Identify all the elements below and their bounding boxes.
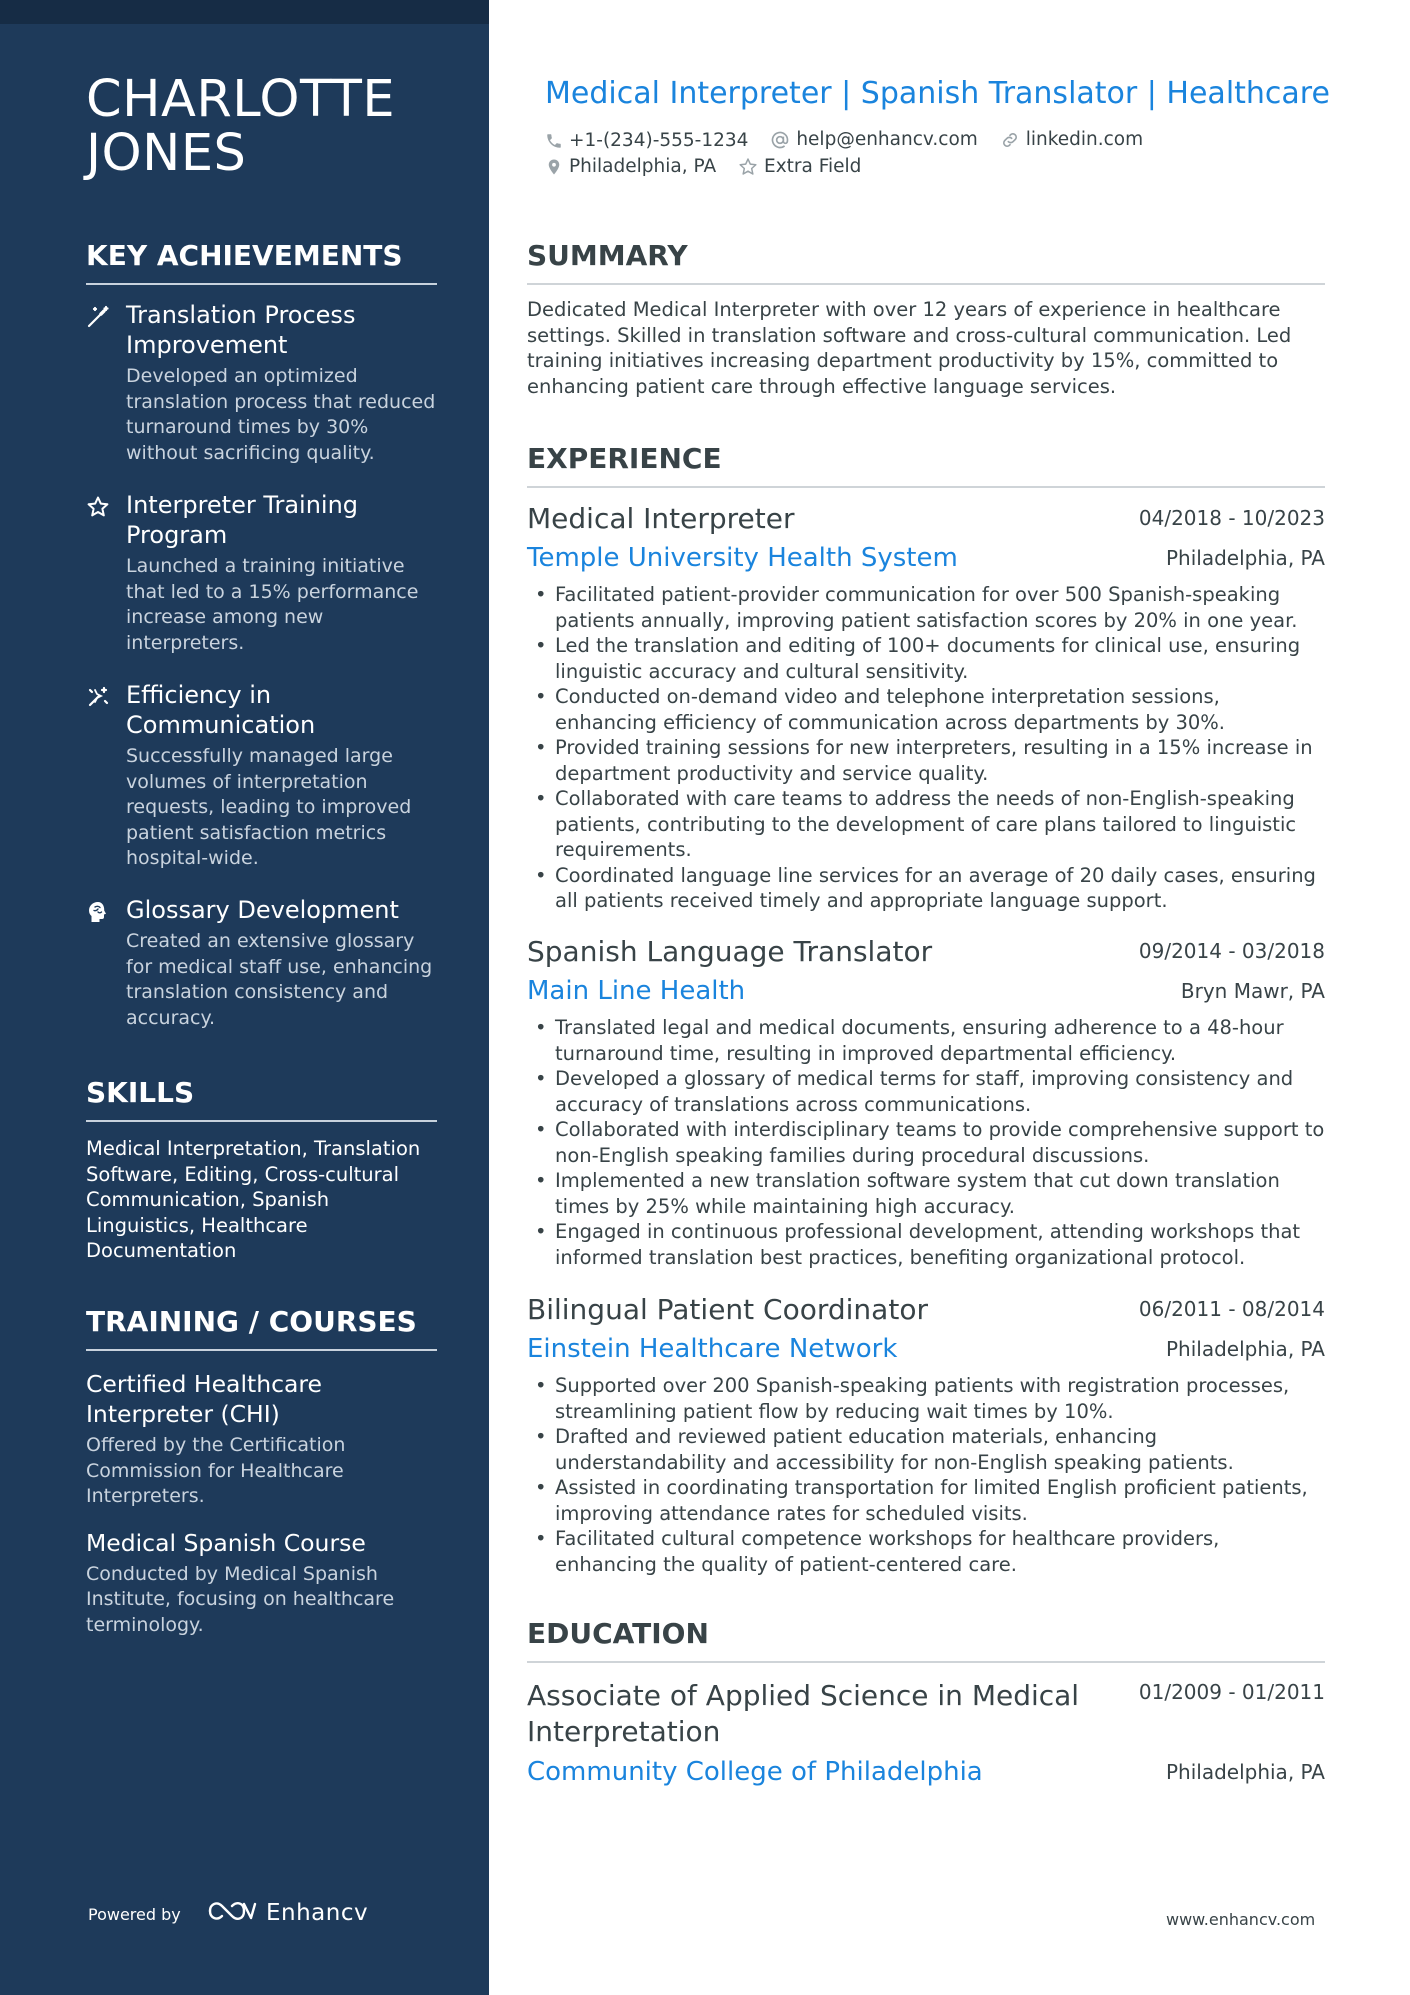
extra-field-text: Extra Field [764,156,862,177]
contact-row-2 [545,155,877,184]
job-bullets [527,1373,1327,1577]
job-entry [527,933,1325,1269]
powered-by-label: Powered by [88,1905,181,1924]
job-company-row [527,973,1325,1013]
list-item: • Assisted in coordinating transportation for limited English proficient patients, improving attendance rates for scheduled visits. [527,1475,1327,1526]
education-section [527,1616,1325,1663]
name-last: JONES [86,124,247,183]
course-desc: Offered by the Certification Commission for Healthcare Interpreters. [86,1434,346,1507]
list-item: • Coordinated language line services for an average of 20 daily cases, ensuring all patients received timely and appropriate language support. [527,863,1327,914]
list-item: • Facilitated cultural competence workshops for healthcare providers, enhancing the quality of patient-centered care. [527,1526,1327,1577]
education-school: Community College of Philadelphia [527,1757,983,1787]
list-item: • Conducted on-demand video and telephone interpretation sessions, enhancing efficiency of communication across departments by 30%. [527,684,1327,735]
achievement-title: Efficiency in Communication [126,681,316,739]
job-role: Bilingual Patient Coordinator [527,1293,928,1326]
course-title: Medical Spanish Course [86,1528,366,1557]
skills-section [86,1075,437,1264]
job-bullets [527,582,1327,914]
brain-head-icon [86,900,110,924]
job-header [527,933,1325,973]
job-entry [527,500,1325,912]
job-company-row [527,540,1325,580]
experience-section [527,441,1325,488]
list-item: • Developed a glossary of medical terms for staff, improving consistency and accuracy of translations across communications. [527,1066,1327,1117]
linkedin-item[interactable] [1000,128,1143,152]
job-dates: 06/2011 - 08/2014 [1138,1297,1325,1321]
job-header [527,1291,1325,1331]
job-location: Philadelphia, PA [1165,546,1325,570]
achievement-title: Interpreter Training Program [126,491,359,549]
linkedin-text: linkedin.com [1025,129,1144,150]
training-section [86,1304,437,1638]
achievement-desc: Created an extensive glossary for medical staff use, enhancing translation consistency and accuracy. [126,930,433,1029]
candidate-name [86,70,466,183]
course-desc: Conducted by Medical Spanish Institute, focusing on healthcare terminology. [86,1562,395,1636]
sparkle-wand-icon [86,685,110,709]
summary-section [527,238,1325,399]
contact-row-1 [545,128,1159,157]
course-item [86,1369,437,1510]
summary-text: Dedicated Medical Interpreter with over 12 years of experience in healthcare settings. Skilled in translation software and cross-cultural communication. Led training initiatives increasing department productivity by 15%, committed to enhancing patient care through effective language services. [527,298,1292,398]
enhancv-logo-icon [207,1896,257,1930]
phone-icon [545,132,563,150]
education-school-row [527,1754,1325,1794]
sidebar [0,0,489,1995]
brand-name: Enhancv [266,1900,369,1926]
list-item: • Collaborated with interdisciplinary teams to provide comprehensive support to non-English speaking families during procedural discussions. [527,1117,1327,1168]
job-location: Bryn Mawr, PA [1180,979,1325,1003]
list-item: • Translated legal and medical documents, ensuring adherence to a 48-hour turnaround time, resulting in improved departmental efficiency. [527,1015,1327,1066]
education-location: Philadelphia, PA [1165,1760,1325,1784]
footer-url[interactable]: www.enhancv.com [1166,1910,1316,1929]
summary-title: SUMMARY [527,238,1325,285]
list-item: • Collaborated with care teams to address the needs of non-English-speaking patients, contributing to the development of care plans tailored to linguistic requirements. [527,786,1327,863]
headline: Medical Interpreter | Spanish Translator | Healthcare [545,76,1330,111]
job-dates: 09/2014 - 03/2018 [1138,939,1325,963]
key-achievements-section [86,238,437,1029]
job-location: Philadelphia, PA [1165,1337,1325,1361]
phone-text: +1-(234)-555-1234 [569,130,749,151]
achievement-desc: Developed an optimized translation process that reduced turnaround times by 30% without sacrificing quality. [126,365,436,464]
education-title: EDUCATION [527,1616,1325,1663]
achievement-title: Translation Process Improvement [126,301,356,359]
list-item: • Provided training sessions for new interpreters, resulting in a 15% increase in department productivity and service quality. [527,735,1327,786]
course-title: Certified Healthcare Interpreter (CHI) [86,1370,323,1428]
achievement-title: Glossary Development [126,896,399,924]
job-role: Spanish Language Translator [527,935,933,968]
job-entry [527,1291,1325,1576]
job-role: Medical Interpreter [527,502,795,535]
name-first: CHARLOTTE [86,70,396,129]
sidebar-top-bar [0,0,489,24]
list-item: • Led the translation and editing of 100+ documents for clinical use, ensuring linguistic accuracy and cultural sensitivity. [527,633,1327,684]
education-degree: Associate of Applied Science in Medical Interpretation [527,1679,1080,1748]
star-icon [738,157,758,177]
training-title: TRAINING / COURSES [86,1304,437,1351]
link-icon [1000,130,1020,150]
job-bullets [527,1015,1327,1270]
location-pin-icon [545,157,563,177]
at-sign-icon [770,130,790,150]
extra-field-item [738,155,861,179]
star-icon [86,495,110,519]
job-header [527,500,1325,540]
achievement-desc: Launched a training initiative that led to a 15% performance increase among new interpreters. [126,555,419,654]
job-dates: 04/2018 - 10/2023 [1138,506,1325,530]
list-item: • Engaged in continuous professional development, attending workshops that informed translation best practices, benefiting organizational protocol. [527,1219,1327,1270]
experience-title: EXPERIENCE [527,441,1325,488]
job-company-row [527,1331,1325,1371]
list-item: • Supported over 200 Spanish-speaking patients with registration processes, streamlining patient flow by reducing wait times by 10%. [527,1373,1327,1424]
email-text: help@enhancv.com [796,129,978,150]
list-item: • Facilitated patient-provider communication for over 500 Spanish-speaking patients annually, improving patient satisfaction scores by 20% in one year. [527,582,1327,633]
job-company: Temple University Health System [527,543,958,573]
job-company: Main Line Health [527,976,746,1006]
skills-list: Medical Interpretation, Translation Software, Editing, Cross-cultural Communication, Spanish Linguistics, Healthcare Documentation [86,1137,421,1262]
email-item[interactable] [770,128,977,152]
achievement-desc: Successfully managed large volumes of interpretation requests, leading to improved patient satisfaction metrics hospital-wide. [126,745,412,869]
magic-wand-icon [86,305,110,329]
location-item [545,155,716,179]
list-item: • Drafted and reviewed patient education materials, enhancing understandability and accessibility for non-English speaking patients. [527,1424,1327,1475]
phone-item[interactable] [545,129,748,153]
skills-title: SKILLS [86,1075,437,1122]
education-dates: 01/2009 - 01/2011 [1138,1680,1325,1704]
location-text: Philadelphia, PA [569,156,717,177]
course-item [86,1528,437,1639]
key-achievements-title: KEY ACHIEVEMENTS [86,238,437,285]
job-company: Einstein Healthcare Network [527,1334,898,1364]
list-item: • Implemented a new translation software system that cut down translation times by 25% while maintaining high accuracy. [527,1168,1327,1219]
